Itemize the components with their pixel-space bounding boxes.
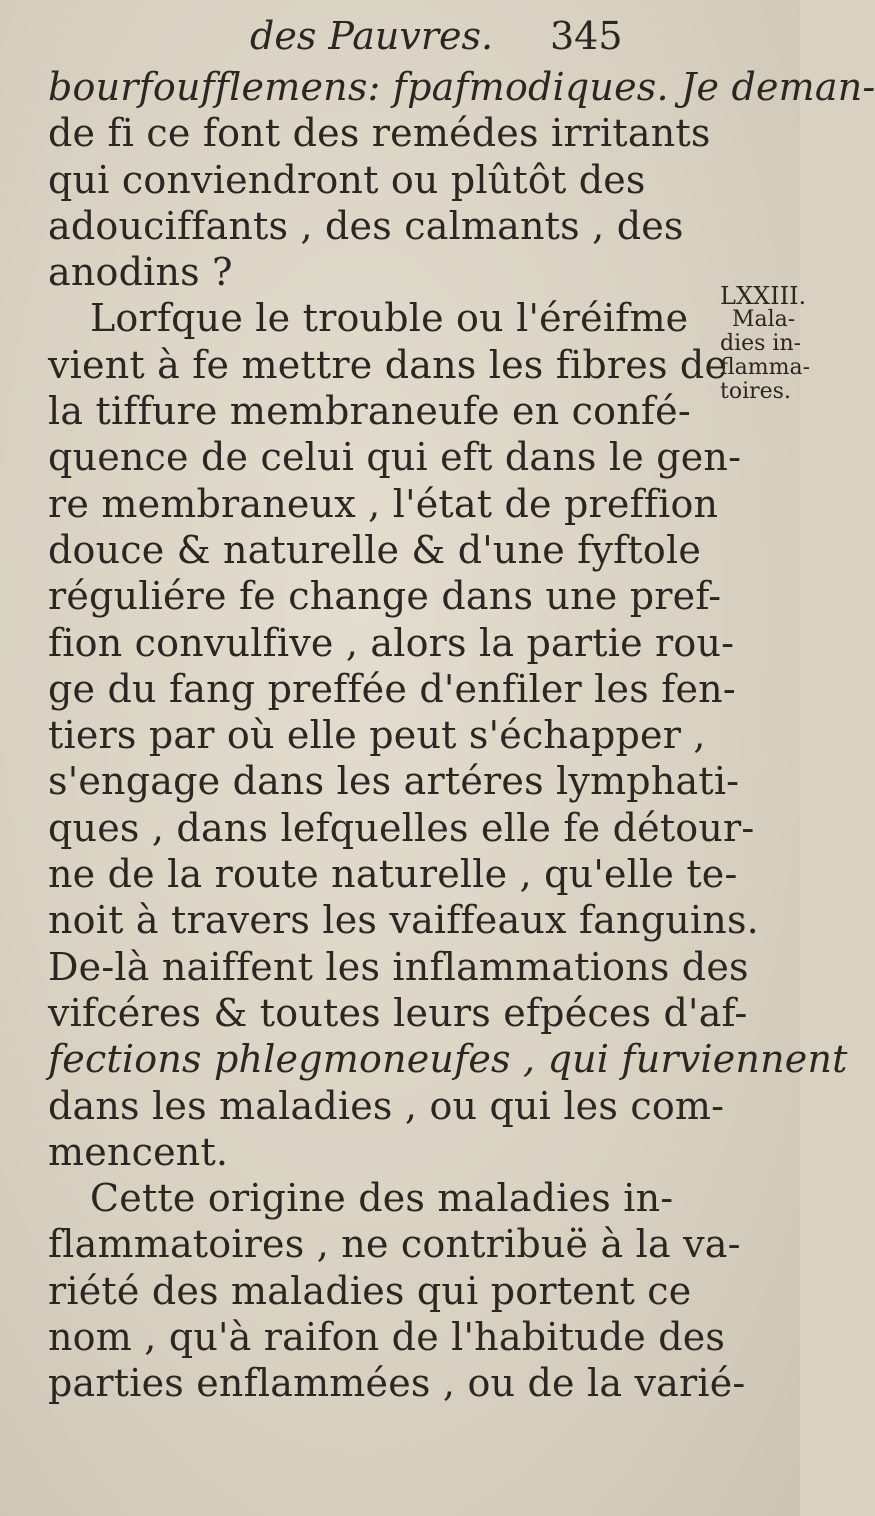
text-line: adouciffants , des calmants , des: [48, 203, 684, 248]
marginal-note-line: toires.: [720, 379, 791, 404]
page-header: [250, 14, 760, 70]
text-line: De-là naiffent les inflammations des: [48, 944, 749, 989]
text-line: flammatoires , ne contribuë à la va-: [48, 1222, 741, 1267]
text-line: douce & naturelle & d'une fyftole: [48, 527, 702, 572]
marginal-note: [720, 282, 811, 404]
page-number: 345: [550, 14, 623, 58]
running-title: des Pauvres.: [250, 14, 494, 58]
marginal-note-line: LXXIII.: [720, 282, 807, 310]
text-line: réguliére fe change dans une pref-: [48, 574, 722, 619]
marginal-note-line: dies in-: [720, 331, 802, 356]
text-line: fion convulfive , alors la partie rou-: [48, 620, 735, 665]
text-line: de fi ce font des remédes irritants: [48, 111, 711, 156]
text-line: parties enflammées , ou de la varié-: [48, 1361, 746, 1406]
text-line: noit à travers les vaiffeaux fanguins.: [48, 898, 759, 943]
text-line: bourfoufflemens: fpafmodiques. Je deman-: [48, 65, 875, 109]
text-line: mencent.: [48, 1129, 229, 1174]
text-line: anodins ?: [48, 250, 233, 295]
text-line: ge du fang preffée d'enfiler les fen-: [48, 666, 736, 711]
text-line: la tiffure membraneufe en confé-: [48, 389, 691, 434]
text-line: Cette origine des maladies in-: [90, 1176, 674, 1221]
text-line: qui conviendront ou plûtôt des: [48, 157, 646, 202]
text-line: ques , dans lefquelles elle fe détour-: [48, 805, 755, 850]
text-line: quence de celui qui eft dans le gen-: [48, 435, 742, 480]
marginal-note-line: flamma-: [720, 355, 811, 380]
text-line: nom , qu'à raifon de l'habitude des: [48, 1315, 726, 1360]
text-line: riété des maladies qui portent ce: [48, 1268, 692, 1313]
text-line: Lorfque le trouble ou l'éréifme: [90, 296, 689, 341]
text-line: fections phlegmoneufes , qui furviennent: [48, 1037, 848, 1082]
text-line: vifcéres & toutes leurs efpéces d'af-: [48, 990, 748, 1035]
text-line: ne de la route naturelle , qu'elle te-: [48, 852, 738, 897]
text-line: s'engage dans les artéres lymphati-: [48, 759, 740, 804]
text-line: dans les maladies , ou qui les com-: [48, 1083, 725, 1128]
text-line: vient à fe mettre dans les fibres de: [48, 342, 728, 387]
text-line: re membraneux , l'état de preffion: [48, 481, 719, 526]
text-line: tiers par où elle peut s'échapper ,: [48, 713, 706, 758]
marginal-note-line: Mala-: [732, 307, 796, 332]
